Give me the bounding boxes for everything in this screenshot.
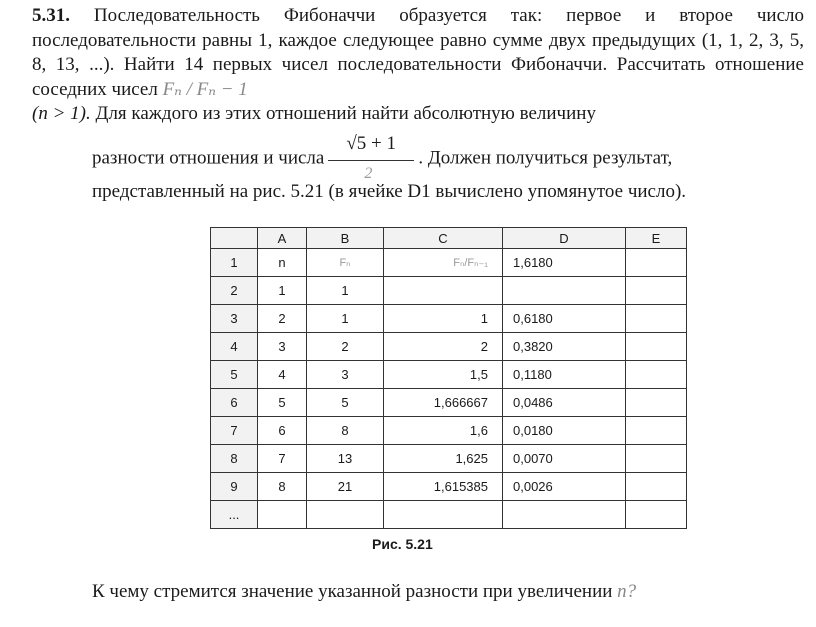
column-header: D xyxy=(503,228,626,249)
cell-b: 1 xyxy=(307,277,384,305)
cell-c xyxy=(384,501,503,529)
column-header: B xyxy=(307,228,384,249)
table-row xyxy=(211,333,687,361)
cell-e xyxy=(626,501,687,529)
row-header: 9 xyxy=(211,473,258,501)
cell-d: 0,6180 xyxy=(503,305,626,333)
cell-d: 0,0486 xyxy=(503,389,626,417)
cell-a: 2 xyxy=(258,305,307,333)
fraction-lead-text: разности отношения и числа xyxy=(92,147,325,169)
ratio-expression: Fₙ / Fₙ − 1 xyxy=(162,78,248,100)
cell-a: 8 xyxy=(258,473,307,501)
cell-b: 21 xyxy=(307,473,384,501)
cell-d: 0,3820 xyxy=(503,333,626,361)
corner-cell xyxy=(211,228,258,249)
row-header: 8 xyxy=(211,445,258,473)
cell-e xyxy=(626,333,687,361)
cell-b xyxy=(307,501,384,529)
cell-e xyxy=(626,473,687,501)
problem-statement: Последовательность Фибоначчи образуется так: первое и второе число последовательности равны 1, каждое следующее равно сумме двух предыдущих (1, 1, 2, 3, 5, 8, 13, ...). Найти 14 первых чисел последовательности Фибоначчи. Рассчитать отношение соседних чисел xyxy=(32,5,805,100)
fraction-numerator: √5 + 1 xyxy=(346,133,396,154)
cell-c xyxy=(384,277,503,305)
cell-d: 0,0070 xyxy=(503,445,626,473)
question-body: К чему стремится значение указанной разности при увеличении xyxy=(92,581,613,602)
row-header: 2 xyxy=(211,277,258,305)
cell-d: 0,1180 xyxy=(503,361,626,389)
cell-e xyxy=(626,249,687,277)
fraction-denominator: 2 xyxy=(364,165,373,182)
problem-statement-tail: Для каждого из этих отношений найти абсолютную величину xyxy=(95,103,596,124)
fraction-tail-text: . Должен получиться результат, xyxy=(418,147,673,169)
cell-c: 1,625 xyxy=(384,445,503,473)
cell-b: 3 xyxy=(307,361,384,389)
row-header: ... xyxy=(211,501,258,529)
column-header-row xyxy=(211,228,687,249)
row-header: 1 xyxy=(211,249,258,277)
cell-c: 1,5 xyxy=(384,361,503,389)
problem-paragraph xyxy=(32,4,804,127)
fraction-bar xyxy=(328,160,414,161)
cell-c: 2 xyxy=(384,333,503,361)
cell-b: 13 xyxy=(307,445,384,473)
cell-d: 1,6180 xyxy=(503,249,626,277)
row-header: 3 xyxy=(211,305,258,333)
table-row xyxy=(211,473,687,501)
cell-b: 5 xyxy=(307,389,384,417)
cell-e xyxy=(626,389,687,417)
cell-a: 3 xyxy=(258,333,307,361)
cell-c: 1,615385 xyxy=(384,473,503,501)
row-header: 6 xyxy=(211,389,258,417)
cell-b: Fₙ xyxy=(307,249,384,277)
table-row xyxy=(211,249,687,277)
cell-a xyxy=(258,501,307,529)
table-row xyxy=(211,277,687,305)
cell-d: 0,0026 xyxy=(503,473,626,501)
table-row xyxy=(211,417,687,445)
cell-d xyxy=(503,277,626,305)
fraction-line xyxy=(92,132,804,186)
figure-caption: Рис. 5.21 xyxy=(372,536,433,552)
table-row xyxy=(211,445,687,473)
cell-c: 1,6 xyxy=(384,417,503,445)
golden-ratio-fraction xyxy=(328,132,414,186)
condition: (n > 1). xyxy=(32,103,91,124)
cell-a: n xyxy=(258,249,307,277)
cell-b: 8 xyxy=(307,417,384,445)
row-header: 5 xyxy=(211,361,258,389)
question-variable: n? xyxy=(617,581,637,602)
cell-d xyxy=(503,501,626,529)
cell-e xyxy=(626,417,687,445)
cell-a: 4 xyxy=(258,361,307,389)
table-row xyxy=(211,305,687,333)
question-text xyxy=(92,580,804,604)
problem-line-figure-ref: представленный на рис. 5.21 (в ячейке D1 вычислено упомянутое число). xyxy=(92,181,687,202)
problem-text xyxy=(32,4,804,127)
cell-a: 1 xyxy=(258,277,307,305)
cell-a: 7 xyxy=(258,445,307,473)
table-row xyxy=(211,361,687,389)
column-header: C xyxy=(384,228,503,249)
row-header: 4 xyxy=(211,333,258,361)
column-header: E xyxy=(626,228,687,249)
cell-a: 5 xyxy=(258,389,307,417)
column-header: A xyxy=(258,228,307,249)
spreadsheet-table xyxy=(210,227,687,529)
cell-e xyxy=(626,445,687,473)
problem-number: 5.31. xyxy=(32,5,70,26)
cell-c: 1 xyxy=(384,305,503,333)
table-row xyxy=(211,501,687,529)
cell-b: 1 xyxy=(307,305,384,333)
cell-a: 6 xyxy=(258,417,307,445)
cell-c: Fₙ/Fₙ₋₁ xyxy=(384,249,503,277)
cell-d: 0,0180 xyxy=(503,417,626,445)
cell-c: 1,666667 xyxy=(384,389,503,417)
cell-b: 2 xyxy=(307,333,384,361)
table-row xyxy=(211,389,687,417)
cell-e xyxy=(626,277,687,305)
row-header: 7 xyxy=(211,417,258,445)
cell-e xyxy=(626,305,687,333)
cell-e xyxy=(626,361,687,389)
